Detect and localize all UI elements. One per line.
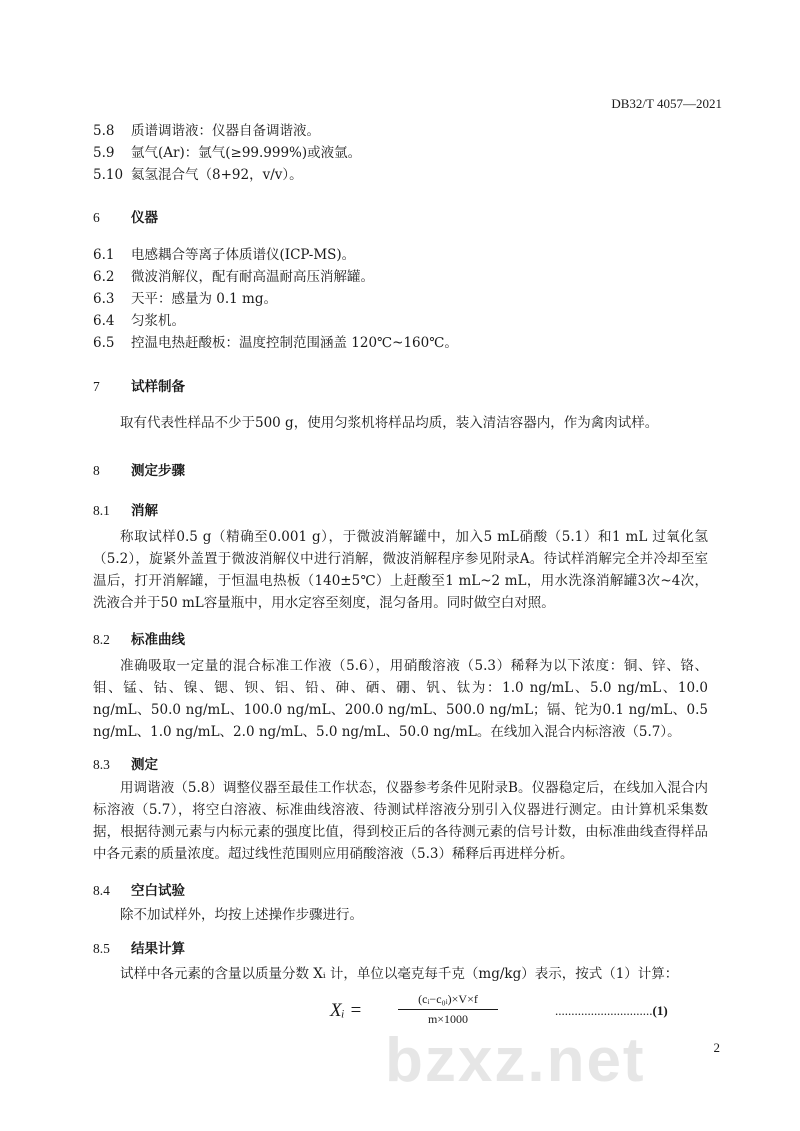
watermark: bzxz.net xyxy=(385,1026,646,1095)
subsection-title: 结果计算 xyxy=(131,941,185,957)
formula-lhs: Xᵢ = xyxy=(330,1000,363,1021)
item-number: 6.5 xyxy=(93,335,115,351)
formula-leader xyxy=(555,1003,668,1019)
item-text: 天平：感量为 0.1 mg。 xyxy=(131,291,277,307)
item-text: 氦氢混合气（8+92，v/v）。 xyxy=(131,167,303,183)
item-number: 5.10 xyxy=(93,167,124,183)
section-title: 测定步骤 xyxy=(131,463,185,479)
section-heading xyxy=(93,459,185,479)
list-item xyxy=(93,311,185,331)
item-number: 5.8 xyxy=(93,123,115,139)
subsection-number: 8.4 xyxy=(93,883,110,898)
item-number: 5.9 xyxy=(93,145,115,161)
subsection-heading xyxy=(93,937,185,957)
paragraph: 取有代表性样品不少于500 g，使用匀浆机将样品均质，装入清洁容器内，作为禽肉试样。 xyxy=(120,415,659,431)
list-item xyxy=(93,121,320,141)
formula-denominator: m×1000 xyxy=(427,1012,469,1026)
item-number: 6.3 xyxy=(93,291,115,307)
section-heading xyxy=(93,206,158,226)
section-number: 7 xyxy=(93,379,100,394)
list-item xyxy=(93,143,361,163)
subsection-title: 标准曲线 xyxy=(131,632,185,648)
list-item xyxy=(93,245,355,265)
section-number: 6 xyxy=(93,210,100,225)
paragraph: 试样中各元素的含量以质量分数 Xᵢ 计，单位以毫克每千克（mg/kg）表示，按式（1）计算： xyxy=(120,966,679,982)
item-text: 微波消解仪，配有耐高温耐高压消解罐。 xyxy=(131,269,374,285)
list-item xyxy=(93,333,458,353)
fraction-bar xyxy=(398,1009,498,1010)
section-heading xyxy=(93,375,185,395)
list-item xyxy=(93,267,374,287)
subsection-number: 8.5 xyxy=(93,941,110,956)
subsection-number: 8.2 xyxy=(93,632,110,647)
formula-label: (1) xyxy=(652,1003,668,1018)
subsection-heading xyxy=(93,499,158,519)
item-text: 质谱调谐液：仪器自备调谐液。 xyxy=(131,123,320,139)
subsection-number: 8.1 xyxy=(93,503,110,518)
section-number: 8 xyxy=(93,463,100,478)
paragraph: 除不加试样外，均按上述操作步骤进行。 xyxy=(120,907,363,923)
subsection-number: 8.3 xyxy=(93,757,110,772)
formula-numerator: (cᵢ−c₀ᵢ)×V×f xyxy=(418,992,478,1006)
list-item xyxy=(93,165,303,185)
subsection-heading xyxy=(93,879,185,899)
paragraph: 称取试样0.5 g（精确至0.001 g），于微波消解罐中，加入5 mL硝酸（5.1）和1 mL 过氧化氢（5.2），旋紧外盖置于微波消解仪中进行消解，微波消解程序参见附录A。待试样消解完全并冷却至室温后，打开消解罐，于恒温电热板（140±5℃）上赶酸至1 mL~2 mL，用水洗涤消解罐3次~4次，洗液合并于50 mL容量瓶中，用水定容至刻度，混匀备用。同时做空白对照。 xyxy=(93,529,708,611)
subsection-title: 消解 xyxy=(131,503,158,519)
paragraph: 准确吸取一定量的混合标准工作液（5.6），用硝酸溶液（5.3）稀释为以下浓度：铜、锌、铬、钼、锰、钴、镍、锶、钡、铝、铅、砷、硒、硼、钒、钛为：1.0 ng/mL、5.0 ng/mL、10.0 ng/mL、50.0 ng/mL、100.0 ng/mL、200.0 ng/mL、500.0 ng/mL；镉、铊为0.1 ng/mL、0.5 ng/mL、1.0 ng/mL、2.0 ng/mL、5.0 ng/mL、50.0 ng/mL。在线加入混合内标溶液（5.7）。 xyxy=(93,658,708,740)
page-number: 2 xyxy=(713,1040,720,1055)
item-number: 6.1 xyxy=(93,247,115,263)
subsection-heading xyxy=(93,753,158,773)
subsection-heading xyxy=(93,628,185,648)
item-number: 6.4 xyxy=(93,313,115,329)
standard-number: DB32/T 4057—2021 xyxy=(611,96,722,111)
item-text: 控温电热赶酸板：温度控制范围涵盖 120℃~160℃。 xyxy=(131,335,458,351)
item-text: 电感耦合等离子体质谱仪(ICP-MS)。 xyxy=(131,247,356,263)
paragraph: 用调谐液（5.8）调整仪器至最佳工作状态，仪器参考条件见附录B。仪器稳定后，在线加入混合内标溶液（5.7），将空白溶液、标准曲线溶液、待测试样溶液分别引入仪器进行测定。由计算机采集数据，根据待测元素与内标元素的强度比值，得到校正后的各待测元素的信号计数，由标准曲线查得样品中各元素的质量浓度。超过线性范围则应用硝酸溶液（5.3）稀释后再进样分析。 xyxy=(93,780,708,862)
section-title: 仪器 xyxy=(131,210,158,226)
subsection-title: 空白试验 xyxy=(131,883,185,899)
leader-dots: .............................. xyxy=(555,1003,653,1018)
subsection-title: 测定 xyxy=(131,757,158,773)
list-item xyxy=(93,289,277,309)
formula-fraction xyxy=(398,992,498,1027)
item-text: 氩气(Ar)：氩气(≥99.999%)或液氩。 xyxy=(131,145,362,161)
item-text: 匀浆机。 xyxy=(131,313,185,329)
section-title: 试样制备 xyxy=(131,379,185,395)
item-number: 6.2 xyxy=(93,269,115,285)
